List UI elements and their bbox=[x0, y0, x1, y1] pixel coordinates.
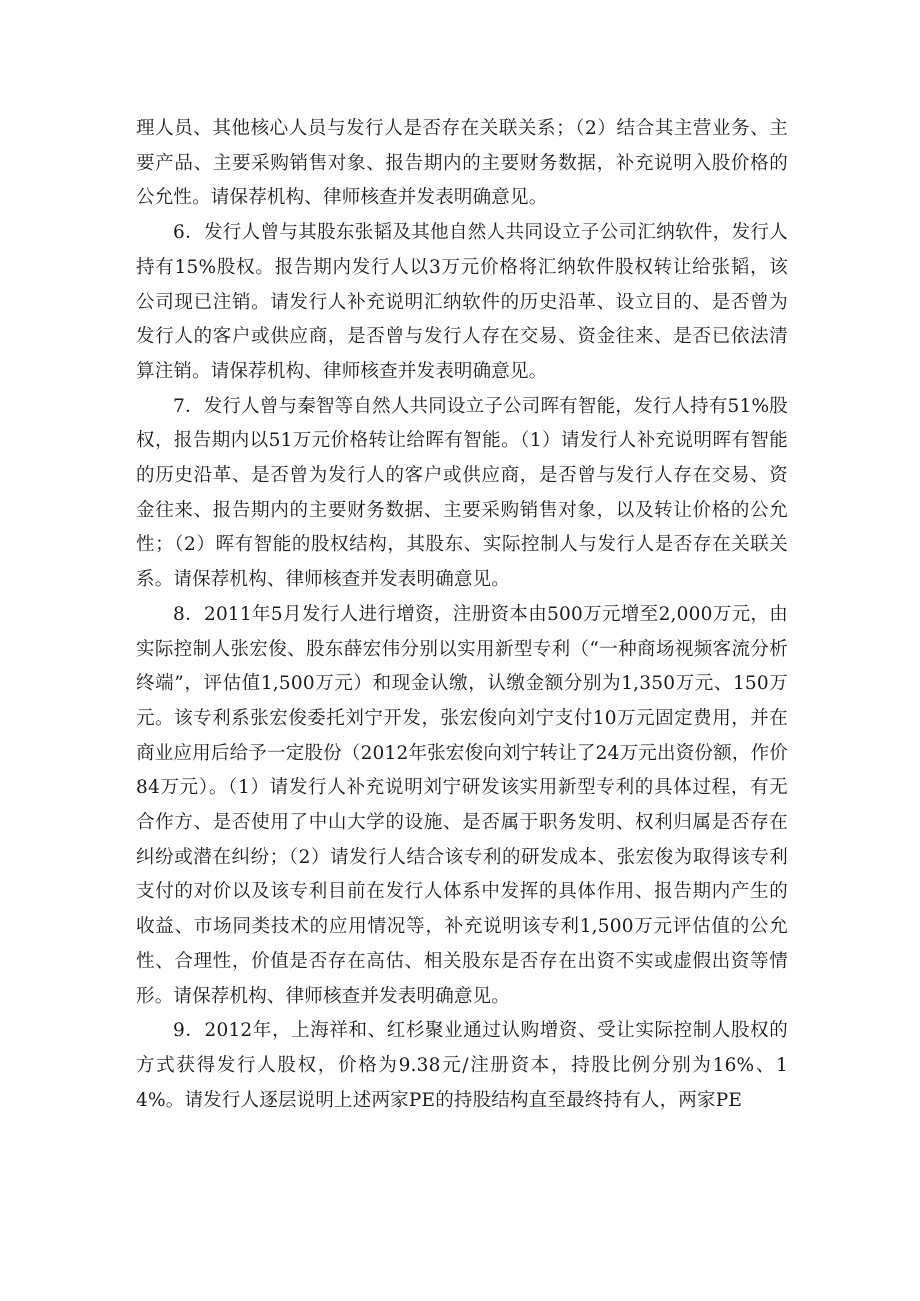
paragraph-item-7: 7．发行人曾与秦智等自然人共同设立子公司晖有智能，发行人持有51%股权，报告期内以51万元价格转让给晖有智能。（1）请发行人补充说明晖有智能的历史沿革、是否曾为发行人的客户或供应商，是否曾与发行人存在交易、资金往来、报告期内的主要财务数据、主要采购销售对象，以及转让价格的公允性；（2）晖有智能的股权结构，其股东、实际控制人与发行人是否存在关联关系。请保荐机构、律师核查并发表明确意见。 bbox=[136, 395, 788, 591]
paragraph-item-9: 9．2012年，上海祥和、红杉聚业通过认购增资、受让实际控制人股权的方式获得发行人股权，价格为9.38元/注册资本，持股比例分别为16%、14%。请发行人逐层说明上述两家PE的持股结构直至最终持有人，两家PE bbox=[136, 1020, 788, 1111]
paragraph-item-6: 6．发行人曾与其股东张韬及其他自然人共同设立子公司汇纳软件，发行人持有15%股权。报告期内发行人以3万元价格将汇纳软件股权转让给张韬，该公司现已注销。请发行人补充说明汇纳软件的历史沿革、设立目的、是否曾为发行人的客户或供应商，是否曾与发行人存在交易、资金往来、是否已依法清算注销。请保荐机构、律师核查并发表明确意见。 bbox=[136, 222, 788, 382]
paragraph-continued: 理人员、其他核心人员与发行人是否存在关联关系；（2）结合其主营业务、主要产品、主要采购销售对象、报告期内的主要财务数据，补充说明入股价格的公允性。请保荐机构、律师核查并发表明确意见。 bbox=[136, 118, 788, 209]
paragraph-item-8: 8．2011年5月发行人进行增资，注册资本由500万元增至2,000万元，由实际控制人张宏俊、股东薛宏伟分别以实用新型专利（“一种商场视频客流分析终端”，评估值1,500万元）和现金认缴，认缴金额分别为1,350万元、150万元。该专利系张宏俊委托刘宁开发，张宏俊向刘宁支付10万元固定费用，并在商业应用后给予一定股份（2012年张宏俊向刘宁转让了24万元出资份额，作价84万元）。（1）请发行人补充说明刘宁研发该实用新型专利的具体过程，有无合作方、是否使用了中山大学的设施、是否属于职务发明、权利归属是否存在纠纷或潜在纠纷；（2）请发行人结合该专利的研发成本、张宏俊为取得该专利支付的对价以及该专利目前在发行人体系中发挥的具体作用、报告期内产生的收益、市场同类技术的应用情况等，补充说明该专利1,500万元评估值的公允性、合理性，价值是否存在高估、相关股东是否存在出资不实或虚假出资等情形。请保荐机构、律师核查并发表明确意见。 bbox=[136, 603, 788, 1007]
document-body bbox=[136, 112, 788, 1118]
